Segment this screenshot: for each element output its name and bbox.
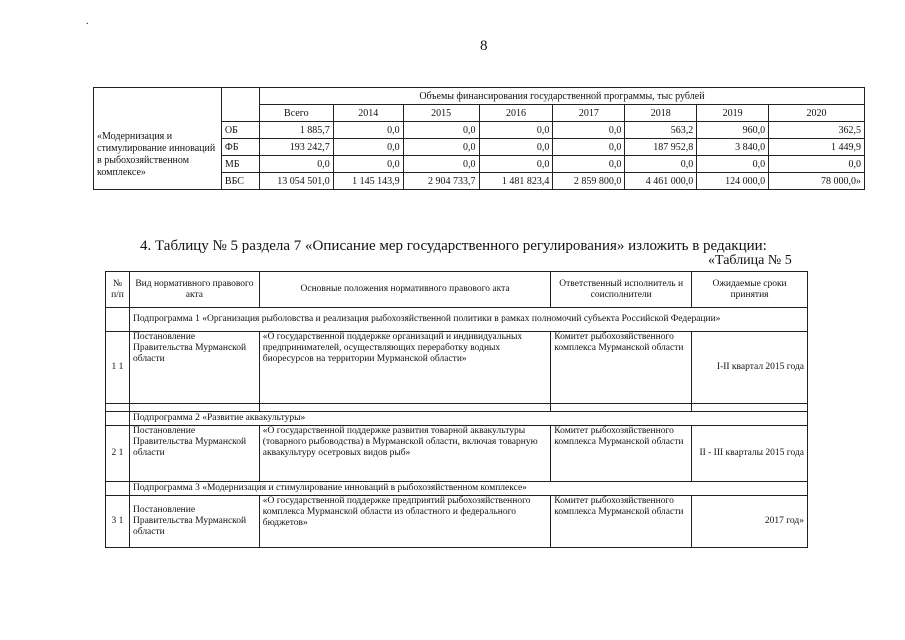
subprogram-title: Подпрограмма 3 «Модернизация и стимулирование инноваций в рыбохозяйственном комплексе» (129, 482, 807, 496)
funding-code-header-cell (221, 88, 259, 122)
funding-cell: 0,0 (403, 122, 479, 139)
measures-header-row (106, 272, 808, 308)
header-terms: Ожидаемые сроки принятия (692, 272, 808, 308)
measure-act-type: Постановление Правительства Мурманской области (129, 332, 259, 404)
measure-provisions: «О государственной поддержке организаций и индивидуальных предпринимателей, осуществляющих переработку водных биоресурсов на территории Мурманской области» (259, 332, 550, 404)
measures-table (105, 271, 808, 548)
spacer-cell (551, 404, 692, 412)
funding-col-2017: 2017 (553, 105, 625, 122)
measure-spacer-row (106, 404, 808, 412)
funding-cell: 0,0 (697, 156, 769, 173)
funding-row-ob (94, 122, 865, 139)
measure-executor: Комитет рыбохозяйственного комплекса Мурманской области (551, 426, 692, 482)
funding-cell: 0,0 (333, 156, 403, 173)
spacer-cell (106, 404, 130, 412)
table-reference: «Таблица № 5 (708, 253, 792, 268)
funding-table (93, 87, 865, 190)
funding-cell: 0,0 (479, 122, 553, 139)
funding-cell: 193 242,7 (259, 139, 333, 156)
subprogram-title: Подпрограмма 2 «Развитие аквакультуры» (129, 412, 807, 426)
funding-cell: 0,0 (553, 156, 625, 173)
funding-cell: 2 904 733,7 (403, 173, 479, 190)
program-label: «Модернизация и стимулирование инноваций в рыбохозяйственном комплексе» (94, 122, 222, 190)
measure-row (106, 426, 808, 482)
measure-terms: II - III кварталы 2015 года (692, 426, 808, 482)
measure-row (106, 332, 808, 404)
subprogram-row (106, 482, 808, 496)
funding-cell: 0,0 (403, 156, 479, 173)
subprogram-num-cell (106, 412, 130, 426)
funding-cell: 3 840,0 (697, 139, 769, 156)
funding-cell: 4 461 000,0 (625, 173, 697, 190)
spacer-cell (692, 404, 808, 412)
funding-col-2018: 2018 (625, 105, 697, 122)
page-dot-mark: . (86, 16, 89, 27)
funding-cell: 187 952,8 (625, 139, 697, 156)
funding-cell: 0,0 (333, 122, 403, 139)
funding-cell: 362,5 (769, 122, 865, 139)
header-act-type: Вид нормативного правового акта (129, 272, 259, 308)
funding-col-2015: 2015 (403, 105, 479, 122)
measure-num: 1 1 (106, 332, 130, 404)
measure-num: 3 1 (106, 496, 130, 548)
funding-cell: 0,0 (333, 139, 403, 156)
measure-row (106, 496, 808, 548)
funding-code: МБ (221, 156, 259, 173)
funding-cell: 124 000,0 (697, 173, 769, 190)
measure-executor: Комитет рыбохозяйственного комплекса Мурманской области (551, 332, 692, 404)
spacer-cell (129, 404, 259, 412)
subprogram-row (106, 308, 808, 332)
measure-terms: I-II квартал 2015 года (692, 332, 808, 404)
funding-cell: 1 481 823,4 (479, 173, 553, 190)
measure-executor: Комитет рыбохозяйственного комплекса Мурманской области (551, 496, 692, 548)
funding-col-2016: 2016 (479, 105, 553, 122)
subprogram-num-cell (106, 482, 130, 496)
subprogram-row (106, 412, 808, 426)
funding-cell: 0,0 (403, 139, 479, 156)
subprogram-title: Подпрограмма 1 «Организация рыболовства и реализация рыбохозяйственной политики в рамках полномочий субъекта Российской Федерации» (129, 308, 807, 332)
funding-cell: 563,2 (625, 122, 697, 139)
measure-act-type: Постановление Правительства Мурманской области (129, 426, 259, 482)
header-provisions: Основные положения нормативного правового акта (259, 272, 550, 308)
funding-col-2020: 2020 (769, 105, 865, 122)
amendment-heading: 4. Таблицу № 5 раздела 7 «Описание мер государственного регулирования» изложить в редакции: (140, 238, 767, 254)
header-executor: Ответственный исполнитель и соисполнители (551, 272, 692, 308)
funding-col-2014: 2014 (333, 105, 403, 122)
funding-cell: 2 859 800,0 (553, 173, 625, 190)
funding-cell: 1 145 143,9 (333, 173, 403, 190)
funding-group-header-row (94, 88, 865, 105)
funding-cell: 0,0 (553, 122, 625, 139)
funding-cell: 0,0 (625, 156, 697, 173)
measure-provisions: «О государственной поддержке развития товарной аквакультуры (товарного рыбоводства) в Мурманской области, включая товарную аквакультуру осетровых видов рыб» (259, 426, 550, 482)
funding-cell: 960,0 (697, 122, 769, 139)
funding-code: ВБС (221, 173, 259, 190)
measure-act-type: Постановление Правительства Мурманской области (129, 496, 259, 548)
funding-cell: 0,0 (769, 156, 865, 173)
funding-cell: 1 449,9 (769, 139, 865, 156)
funding-group-header: Объемы финансирования государственной программы, тыс рублей (259, 88, 864, 105)
funding-cell: 0,0 (479, 156, 553, 173)
funding-cell: 0,0 (259, 156, 333, 173)
funding-corner-cell (94, 88, 222, 122)
funding-col-2019: 2019 (697, 105, 769, 122)
spacer-cell (259, 404, 550, 412)
measure-terms: 2017 год» (692, 496, 808, 548)
funding-code: ФБ (221, 139, 259, 156)
funding-cell: 13 054 501,0 (259, 173, 333, 190)
measure-provisions: «О государственной поддержке предприятий рыбохозяйственного комплекса Мурманской области из областного и федерального бюджетов» (259, 496, 550, 548)
measure-num: 2 1 (106, 426, 130, 482)
funding-cell: 78 000,0» (769, 173, 865, 190)
header-num: № п/п (106, 272, 130, 308)
funding-col-total: Всего (259, 105, 333, 122)
funding-cell: 0,0 (479, 139, 553, 156)
page-number: 8 (480, 38, 488, 54)
subprogram-num-cell (106, 308, 130, 332)
funding-code: ОБ (221, 122, 259, 139)
funding-cell: 0,0 (553, 139, 625, 156)
funding-cell: 1 885,7 (259, 122, 333, 139)
